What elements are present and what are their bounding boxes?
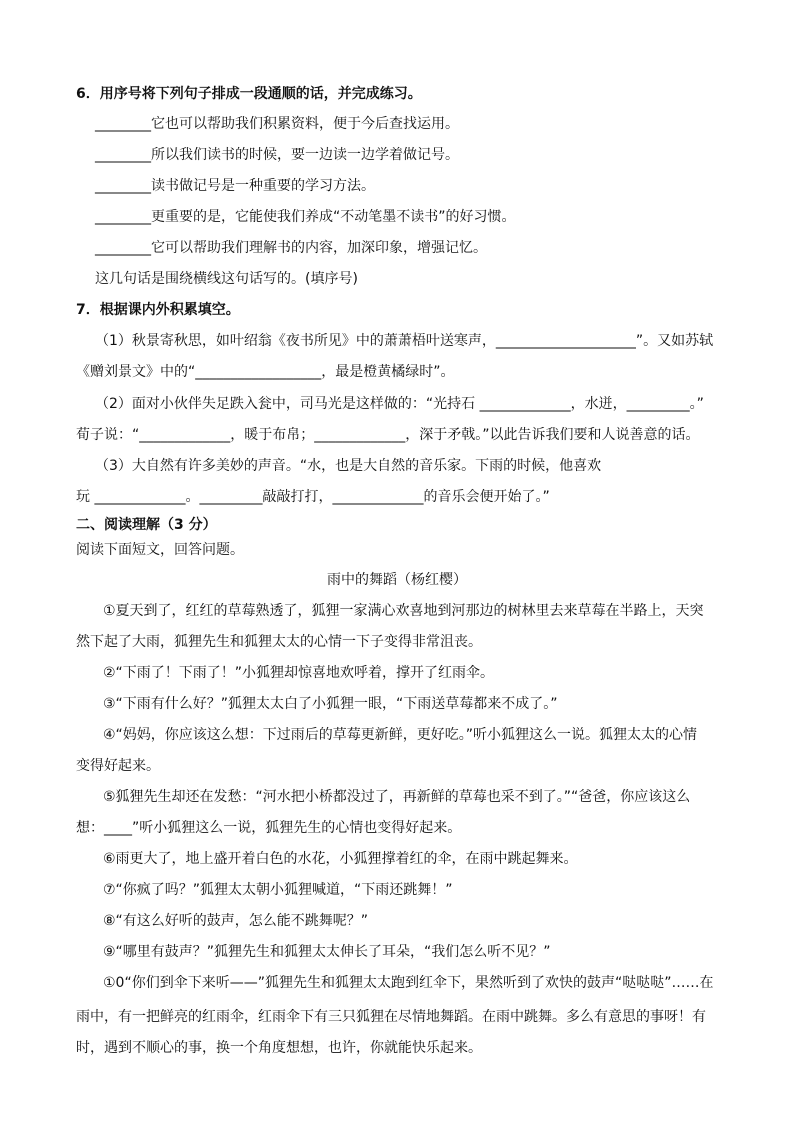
- q6-item-4: ________更重要的是，它能使我们养成“不动笔墨不读书”的好习惯。: [95, 209, 516, 225]
- q6-item-3: ________读书做记号是一种重要的学习方法。: [95, 178, 375, 194]
- story-line-6: 变得好起来。: [76, 758, 160, 774]
- story-line-12: ⑨“哪里有鼓声？”狐狸先生和狐狸太太伸长了耳朵，“我们怎么听不见？”: [103, 944, 551, 960]
- story-line-3: ②“下雨了！下雨了！”小狐狸却惊喜地欢呼着，撑开了红雨伞。: [103, 665, 495, 681]
- q7-line-5: （3）大自然有许多美妙的声音。“水，也是大自然的音乐家。下雨的时候，他喜欢: [95, 458, 602, 474]
- q7-line-4: 荀子说：“_____________，暖于布帛；_____________，深于矛戟。”以此告诉我们要和人说善意的话。: [76, 427, 700, 443]
- story-line-11: ⑧“有这么好听的鼓声，怎么能不跳舞呢？”: [103, 913, 369, 929]
- story-title: 雨中的舞蹈（杨红樱）: [327, 572, 467, 588]
- story-line-15: 时，遇到不顺心的事，换一个角度想想，也许，你就能快乐起来。: [76, 1040, 482, 1056]
- story-line-1: ①夏天到了，红红的草莓熟透了，狐狸一家满心欢喜地到河那边的树林里去来草莓在半路上，天突: [103, 603, 704, 619]
- section-2-heading: 二、阅读理解（3 分）: [76, 517, 217, 533]
- story-line-2: 然下起了大雨，狐狸先生和狐狸太太的心情一下子变得非常沮丧。: [76, 634, 482, 650]
- q7-line-1: （1）秋景寄秋思，如叶绍翁《夜书所见》中的萧萧梧叶送寒声，____________________”。又如苏轼: [95, 333, 714, 349]
- q7-line-6: 玩 _____________。_________敲敲打打，_____________的音乐会便开始了。”: [76, 489, 550, 505]
- question-7-title: 7．根据课内外积累填空。: [76, 302, 240, 318]
- q7-line-2: 《赠刘景文》中的“__________________，最是橙黄橘绿时”。: [76, 364, 455, 380]
- q6-note: 这几句话是围绕横线这句话写的。(填序号): [95, 271, 358, 287]
- story-line-4: ③“下雨有什么好？”狐狸太太白了小狐狸一眼，“下雨送草莓都来不成了。”: [103, 696, 558, 712]
- story-line-13: ①0“你们到伞下来听——”狐狸先生和狐狸太太跑到红伞下，果然听到了欢快的鼓声“哒哒哒”……在: [103, 975, 714, 991]
- q6-item-5: ________它可以帮助我们理解书的内容，加深印象，增强记忆。: [95, 240, 487, 256]
- story-line-10: ⑦“你疯了吗？”狐狸太太朝小狐狸喊道，“下雨还跳舞！”: [103, 882, 453, 898]
- reading-instruction: 阅读下面短文，回答问题。: [76, 542, 244, 558]
- q6-item-2: ________所以我们读书的时候，要一边读一边学着做记号。: [95, 147, 459, 163]
- story-line-8: 想：____”听小狐狸这么一说，狐狸先生的心情也变得好起来。: [76, 820, 462, 836]
- question-6-title: 6．用序号将下列句子排成一段通顺的话，并完成练习。: [76, 86, 422, 102]
- story-line-14: 雨中，有一把鲜亮的红雨伞，红雨伞下有三只狐狸在尽情地舞蹈。在雨中跳舞。多么有意思的事呀！有: [76, 1009, 706, 1025]
- q7-line-3: （2）面对小伙伴失足跌入瓮中，司马光是这样做的：“光持石 _____________，水迸，_________。”: [95, 396, 704, 412]
- story-line-9: ⑥雨更大了，地上盛开着白色的水花，小狐狸撑着红的伞，在雨中跳起舞来。: [103, 851, 578, 867]
- story-line-7: ⑤狐狸先生却还在发愁：“河水把小桥都没过了，再新鲜的草莓也采不到了。”“爸爸，你应该这么: [103, 789, 691, 805]
- q6-item-1: ________它也可以帮助我们积累资料，便于今后查找运用。: [95, 116, 459, 132]
- story-line-5: ④“妈妈，你应该这么想：下过雨后的草莓更新鲜，更好吃。”听小狐狸这么一说。狐狸太太的心情: [103, 727, 698, 743]
